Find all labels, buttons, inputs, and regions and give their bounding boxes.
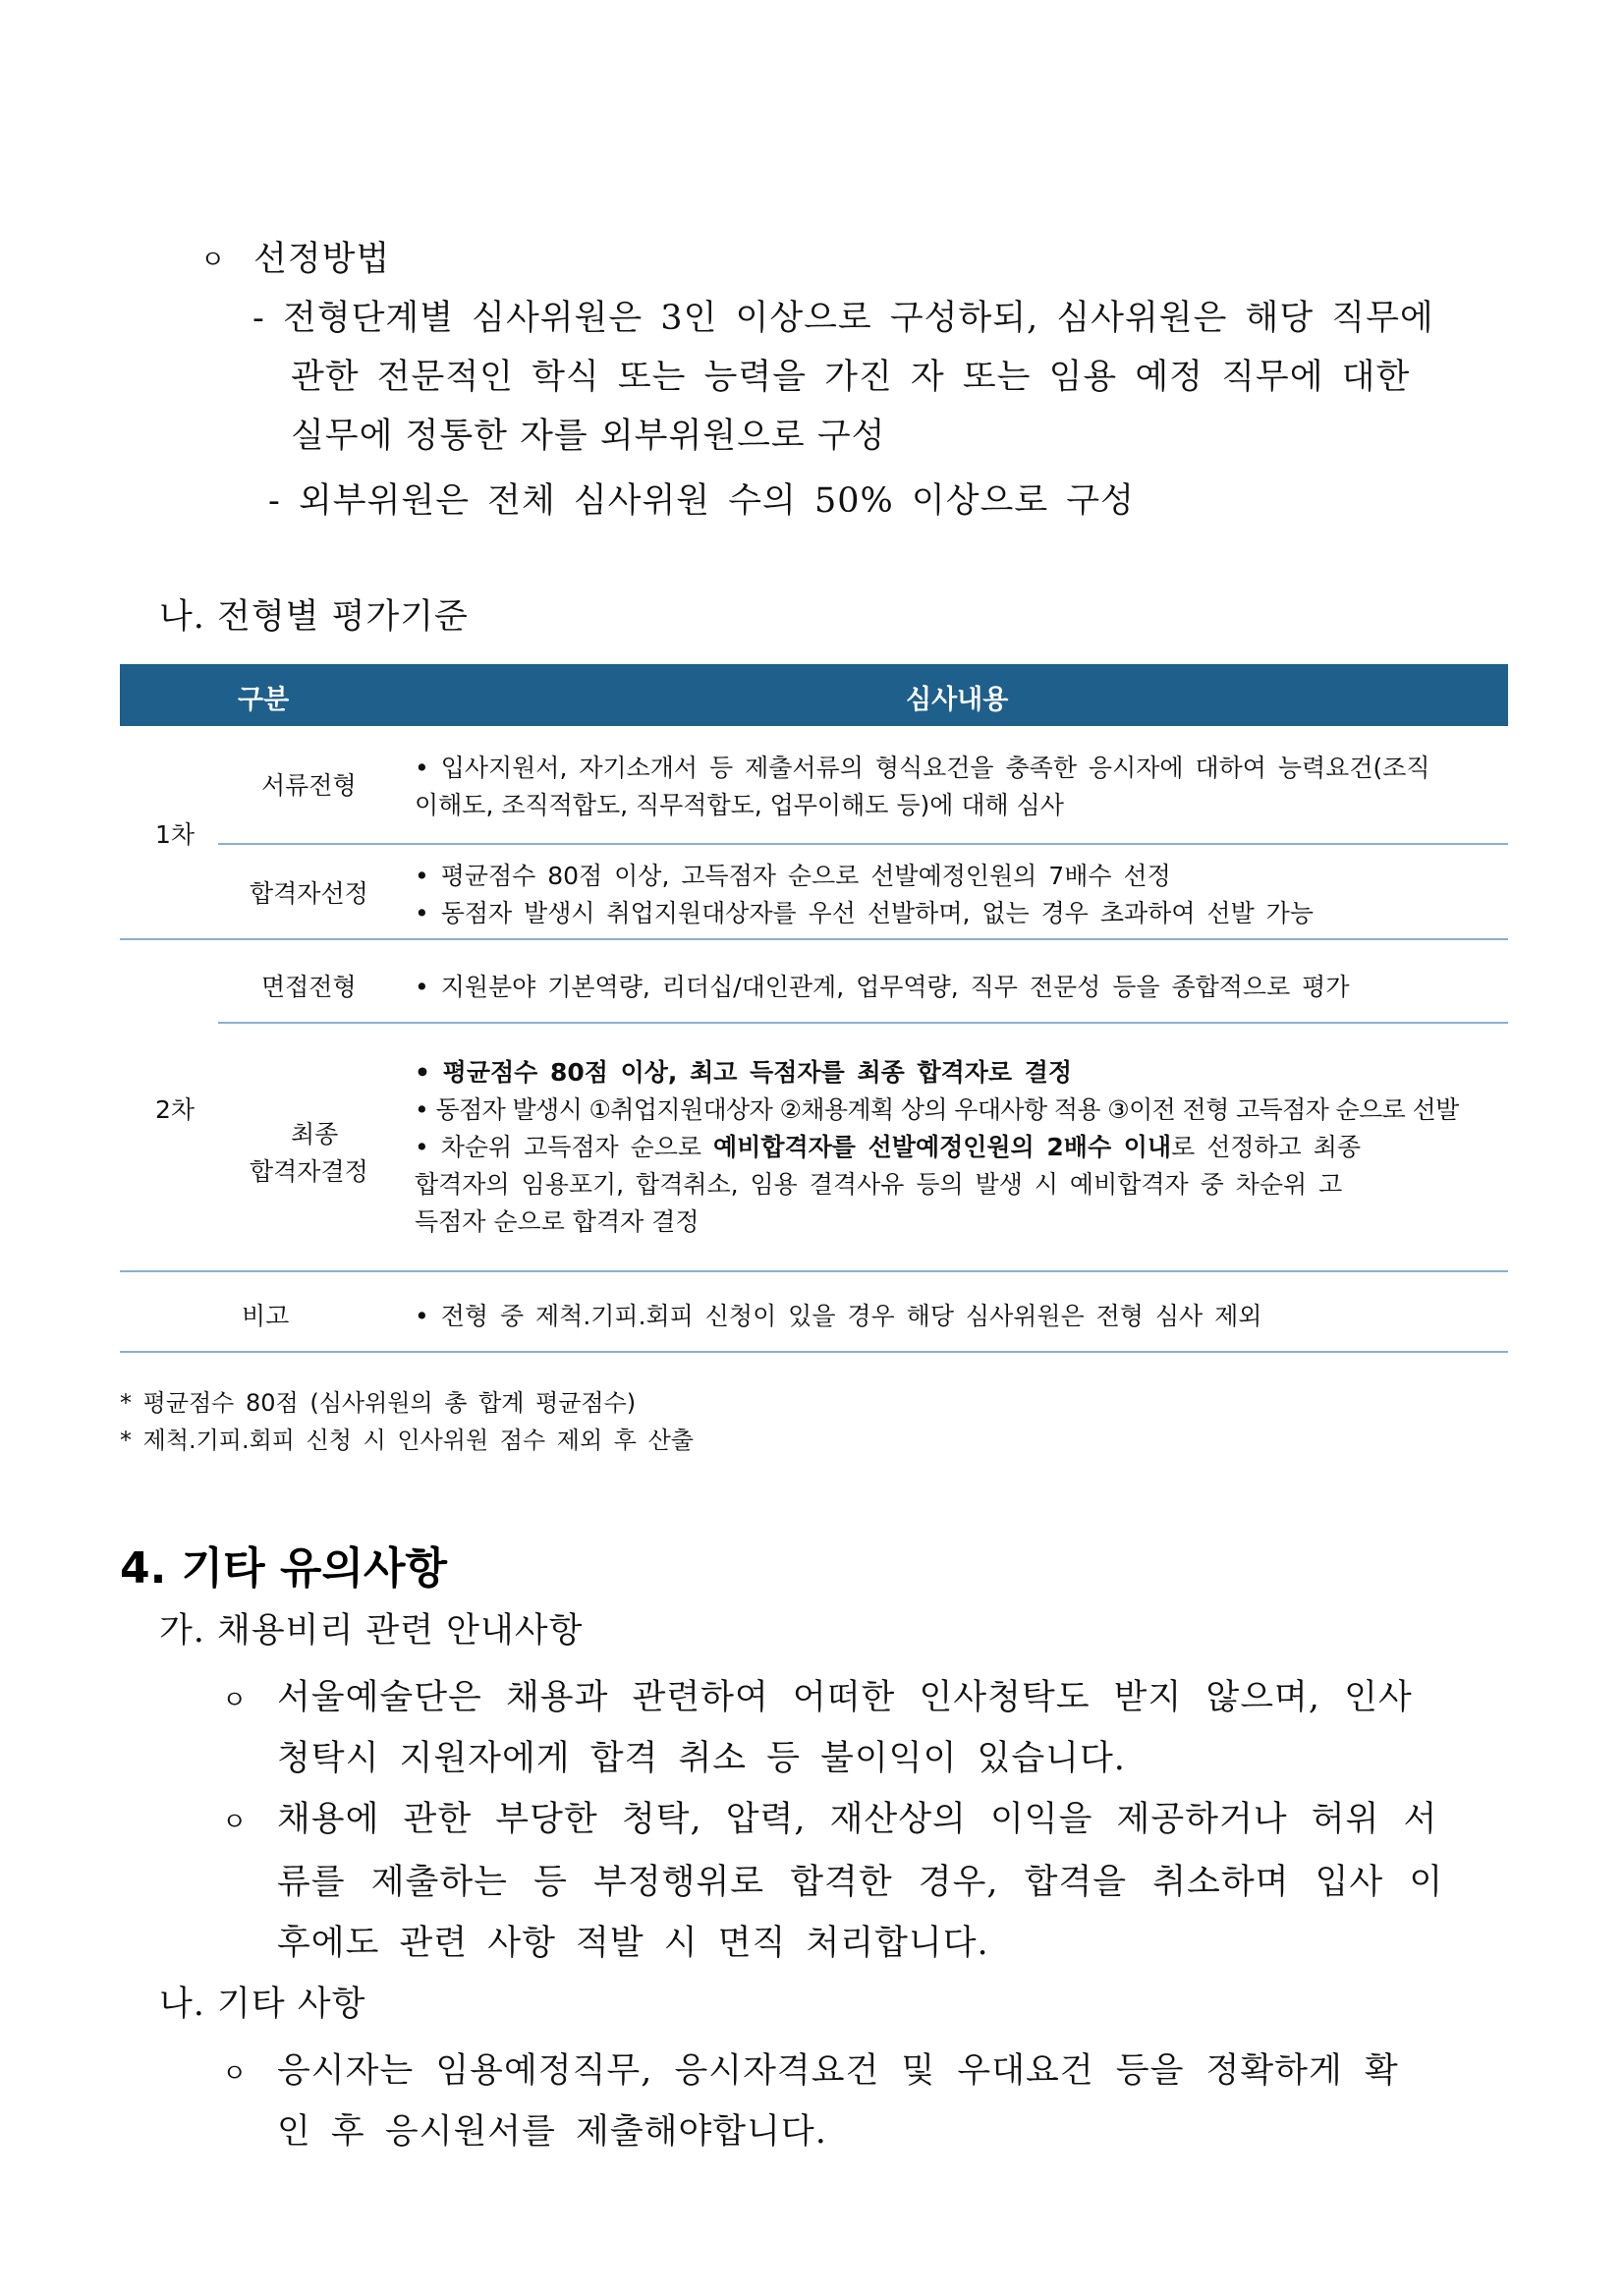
section-4-a-item-2-line-3: 후에도 관련 사항 적발 시 면직 처리합니다.: [277, 1924, 989, 1963]
col-content-header: 심사내용: [906, 685, 1009, 715]
table-header: [120, 664, 1508, 726]
final-decision-line-3-part-a: • 차순위 고득점자 순으로: [415, 1133, 714, 1161]
row-divider: [218, 1022, 1508, 1024]
doc-screening-label: 서류전형: [261, 771, 357, 800]
selection-line-4: - 외부위원은 전체 심사위원 수의 50% 이상으로 구성: [268, 481, 1135, 521]
remark-label: 비고: [242, 1302, 290, 1330]
section-4-a-item-1-line-2: 청탁시 지원자에게 합격 취소 등 불이익이 있습니다.: [277, 1739, 1126, 1778]
section-4-b-item-1-line-1: 응시자는 임용예정직무, 응시자격요건 및 우대요건 등을 정확하게 확: [277, 2051, 1399, 2091]
pass-selection-line-1: • 평균점수 80점 이상, 고득점자 순으로 선발예정인원의 7배수 선정: [415, 862, 1171, 890]
footnote-1: * 평균점수 80점 (심사위원의 총 합계 평균점수): [120, 1389, 637, 1417]
criteria-heading: 나. 전형별 평가기준: [159, 597, 469, 637]
doc-screening-line-1: • 입사지원서, 자기소개서 등 제출서류의 형식요건을 충족한 응시자에 대하여 능력요건(조직: [415, 754, 1430, 782]
final-decision-line-2: • 동점자 발생시 ①취업지원대상자 ②채용계획 상의 우대사항 적용 ③이전 전형 고득점자 순으로 선발: [415, 1095, 1459, 1124]
circle-bullet-icon: ㅇ: [200, 246, 226, 275]
selection-line-2: 관한 전문적인 학식 또는 능력을 가진 자 또는 임용 예정 직무에 대한: [291, 358, 1411, 397]
final-decision-label-1: 최종: [291, 1120, 339, 1148]
section-4-a-item-2-line-2: 류를 제출하는 등 부정행위로 합격한 경우, 합격을 취소하며 입사 이: [277, 1863, 1444, 1902]
interview-label: 면접전형: [261, 973, 357, 1001]
pass-selection-label: 합격자선정: [250, 879, 368, 908]
section-4-b-item-1-line-2: 인 후 응시원서를 제출해야합니다.: [277, 2112, 827, 2152]
final-decision-line-5: 득점자 순으로 합격자 결정: [415, 1207, 700, 1236]
circle-bullet-icon: ㅇ: [222, 2059, 248, 2089]
final-decision-line-3-bold: 예비합격자를 선발예정인원의 2배수 이내: [713, 1133, 1172, 1161]
remark-line-1: • 전형 중 제척.기피.회피 신청이 있을 경우 해당 심사위원은 전형 심사 제외: [415, 1302, 1262, 1330]
circle-bullet-icon: ㅇ: [222, 1686, 248, 1715]
pass-selection-line-2: • 동점자 발생시 취업지원대상자를 우선 선발하며, 없는 경우 초과하여 선발 가능: [415, 899, 1314, 927]
section-4-a-item-2-line-1: 채용에 관한 부당한 청탁, 압력, 재산상의 이익을 제공하거나 허위 서: [277, 1800, 1438, 1839]
section-4-sub-a: 가. 채용비리 관련 안내사항: [159, 1611, 584, 1651]
interview-line-1: • 지원분야 기본역량, 리더십/대인관계, 업무역량, 직무 전문성 등을 종합적으로 평가: [415, 973, 1350, 1001]
row-divider: [120, 938, 1508, 940]
section-4-sub-b: 나. 기타 사항: [159, 1985, 366, 2024]
section-4-a-item-1-line-1: 서울예술단은 채용과 관련하여 어떠한 인사청탁도 받지 않으며, 인사: [277, 1678, 1413, 1717]
circle-bullet-icon: ㅇ: [222, 1808, 248, 1837]
final-decision-line-3: [415, 1128, 1361, 1163]
final-decision-line-4: 합격자의 임용포기, 합격취소, 임용 결격사유 등의 발생 시 예비합격자 중 차순위 고: [415, 1170, 1343, 1199]
selection-line-3: 실무에 정통한 자를 외부위원으로 구성: [291, 417, 886, 456]
row-divider: [120, 1351, 1508, 1353]
doc-screening-line-2: 이해도, 조직적합도, 직무적합도, 업무이해도 등)에 대해 심사: [415, 791, 1064, 819]
section-4-title: 4. 기타 유의사항: [120, 1543, 447, 1594]
stage-1-label: 1차: [155, 820, 196, 849]
selection-title: 선정방법: [253, 240, 391, 279]
selection-line-1: - 전형단계별 심사위원은 3인 이상으로 구성하되, 심사위원은 해당 직무에: [252, 299, 1434, 338]
final-decision-label-2: 합격자결정: [250, 1157, 368, 1186]
col-category-header: 구분: [238, 685, 290, 715]
final-decision-line-3-part-c: 로 선정하고 최종: [1171, 1133, 1362, 1161]
stage-2-label: 2차: [155, 1095, 196, 1124]
final-decision-line-1: • 평균점수 80점 이상, 최고 득점자를 최종 합격자로 결정: [415, 1058, 1073, 1087]
row-divider: [218, 843, 1508, 845]
footnote-2: * 제척.기피.회피 신청 시 인사위원 점수 제외 후 산출: [120, 1427, 694, 1454]
row-divider: [120, 1270, 1508, 1272]
